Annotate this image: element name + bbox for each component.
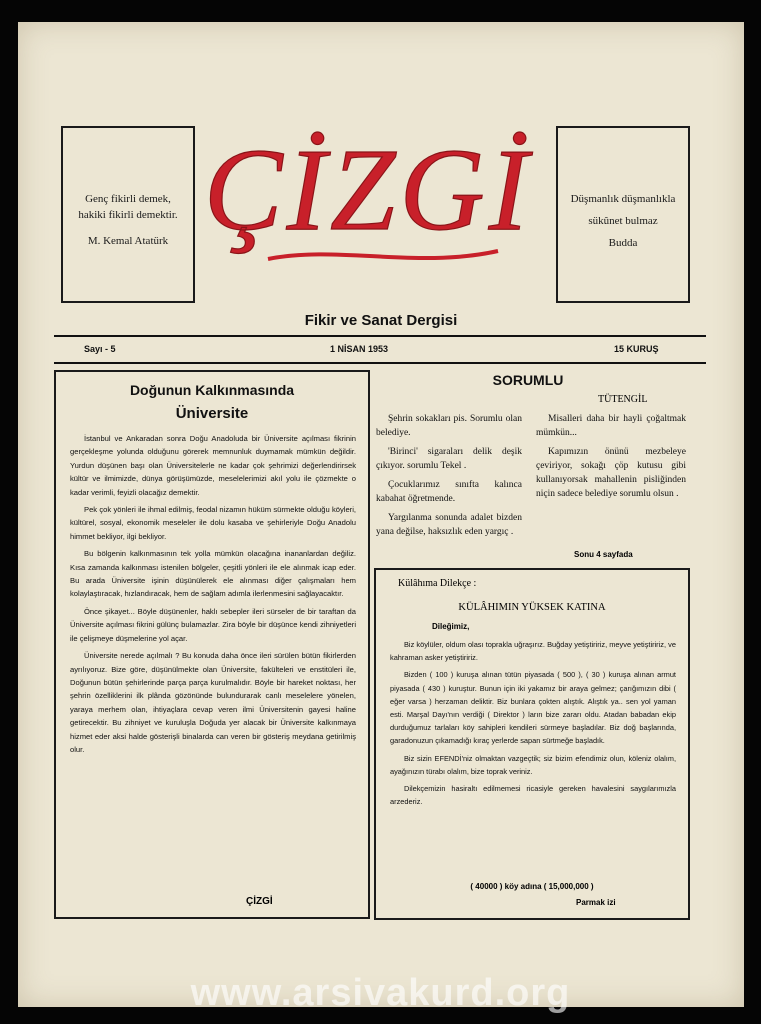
cizgi-logo [198, 117, 538, 277]
quote-right-text [558, 188, 688, 254]
main-article-title-2: Üniversite [175, 405, 249, 422]
sorumlu-right-column [536, 412, 686, 506]
main-paragraph: Önce şikayet... Böyle düşünenler, haklı sebepler ileri sürseler de bir taraftan da Üniversite açılması fikrini gülünç bulamazlar. Zira böyle bir düşünce kendi zihniyetleri ile çelişmeye düşmelerine yol açar. [70, 606, 356, 643]
main-paragraph: Bu bölgenin kalkınmasının tek yolla mümkün olacağına inananlardan değiliz. Kısa zamanda kalkınması istenilen bölgeler, çeşitli yönleri ile ele alınmak icap eder. Bu arada Üniversite işinin düşünülerek ele alınması diğer çalışmaları hem kolaylaştıracak, hızlandıracak, hem de sağlam adımla ilerlenmesini sağlayacaktır. [70, 549, 356, 599]
sorumlu-continued: Sonu 4 sayfada [574, 550, 633, 559]
issue-number: Sayı - 5 [84, 344, 116, 354]
main-article-box [54, 370, 370, 919]
issue-date: 1 NİSAN 1953 [330, 344, 389, 354]
quote-right-line1: Düşmanlık düşmanlıkla [570, 193, 676, 205]
dilekce-paragraph: Biz sizin EFENDİ'niz olmaktan vazgeçtik; siz bizim efendimiz olun, köleniz olalım, ayağınızın türabı olalım, bize toprak veriniz. [390, 753, 676, 776]
dilekce-salutation: Dileğimiz, [432, 622, 470, 631]
quote-box-right [556, 126, 690, 303]
newspaper-page [18, 22, 744, 1007]
sorumlu-title: SORUMLU [492, 372, 564, 388]
rule-top [54, 335, 706, 337]
main-article-body [70, 432, 356, 760]
archive-watermark: www.arsivakurd.org [190, 972, 571, 1014]
quote-right-line2: sükûnet bulmaz [588, 215, 658, 227]
sorumlu-author: TÜTENGİL [598, 394, 648, 405]
sorumlu-paragraph: Şehrin sokakları pis. Sorumlu olan belediye. [376, 414, 522, 438]
quote-left-author: M. Kemal Atatürk [87, 235, 169, 247]
dilekce-paragraph: Dilekçemizin hasiraltı edilmemesi ricasiyle gereken havalesini saygılarımızla arzederiz. [390, 784, 676, 807]
sorumlu-paragraph: Çocuklarımız sınıfta kalınca kabahat öğretmende. [376, 480, 522, 504]
sorumlu-left-column [376, 412, 522, 544]
rule-bottom [54, 362, 706, 364]
sorumlu-paragraph: Misalleri daha bir hayli çoğaltmak mümkün... [536, 414, 686, 438]
logo-text: ÇİZGİ [203, 124, 533, 255]
quote-right-author: Budda [608, 237, 638, 249]
main-paragraph: Pek çok yönleri ile ihmal edilmiş, feodal nizamın hüküm sürmekte olduğu köyleri, kültürel, sosyal, ekonomik meseleler ile dolu kasaba ve şehirleriyle Doğu Anadolu himmet bekliyor, ilgi bekliyor. [70, 505, 356, 541]
dilekce-closing: ( 40000 ) köy adına ( 15,000,000 ) [470, 882, 594, 891]
dilekce-box [374, 568, 690, 920]
dilekce-sign: Parmak izi [576, 898, 616, 907]
dilekce-body [390, 638, 676, 812]
sorumlu-paragraph: 'Birinci' sigaraları delik deşik çıkıyor. sorumlu Tekel . [376, 447, 522, 471]
dilekce-paragraph: Biz köylüler, oldum olası toprakla uğraşırız. Buğday yetiştiririz, meyve yetiştiririz, ve kahraman asker yetiştiririz. [390, 640, 676, 663]
sorumlu-paragraph: Yargılanma sonunda adalet bizden yana değilse, haksızlık eden yargıç . [376, 513, 522, 537]
quote-left-line2: hakiki fikirli demektir. [78, 209, 178, 221]
dilekce-paragraph: Bizden ( 100 ) kuruşa alınan tütün piyasada ( 500 ), ( 30 ) kuruşa alınan armut piyasada ( 430 ) kuruştur. Bunun için iki yakamız bir araya gelmez; çarığımızın dibi ( eğer varsa ) herzaman deliktir. Biz bunlara çokten alıştık. Alıştık ya.. sen yol yaman esti. Marşal Dayı'nın verdiği ( Direktor ) ların bize zararı oldu. Atadan babadan ekip durduğumuz tarlaları köy sahipleri kendileri sürmeye başladılar. Biz doğ başlarında, garadonuzun çıkamadığı kıraç yerlerde sapan sürtmeğe başladık. [390, 670, 676, 746]
sorumlu-paragraph: Kapımızın önünü mezbeleye çeviriyor, sokağı çöp kutusu gibi kullanıyorsak mahallenin pisliğinden niçin sadece belediye sorumlu olsun . [536, 447, 686, 499]
quote-left-text [63, 188, 193, 252]
magazine-subtitle: Fikir ve Sanat Dergisi [304, 312, 458, 329]
main-article-signature: ÇİZGİ [246, 896, 273, 907]
dilekce-title: KÜLÂHIMIN YÜKSEK KATINA [458, 602, 606, 613]
issue-price: 15 KURUŞ [614, 344, 659, 354]
main-paragraph: İstanbul ve Ankaradan sonra Doğu Anadoluda bir Üniversite açılması fikrinin gerçekleşme yolunda olduğunu görerek memnunluk duymamak mümkün değildir. Yurdun düşünen başı olan Üniversitelerle ne kadar çok şehrimizi değerlendirirsek kültür ve ilmimizde, dünya görüşümüzde, meselelerimizi akıl yolu ile çözmekte o kadar verimli, feyizli olacağız demektir. [70, 434, 356, 497]
dilekce-heading: Külâhıma Dilekçe : [398, 578, 477, 589]
quote-left-line1: Genç fikirli demek, [85, 193, 171, 205]
quote-box-left [61, 126, 195, 303]
main-paragraph: Üniversite nerede açılmalı ? Bu konuda daha önce ileri sürülen bütün fikirlerden ayrılıyoruz. Bize göre, düşünülmekte olan Üniversite, fakülteleri ve enstitüleri ile, Doğunun bütün şehirlerinde parça parça kurulmalıdır. Böyle bir hareket noktası, her şehrin özelliklerini ilk plânda gözönünde bulundurarak canlı meselelere yönelen, yaraya merhem olan, ihtiyaçlara cevap veren ilmi Üniversitenin gayesi haline getirecektir. Bu zihniyet ve kuruluşla Doğuda yer alacak bir Üniversite kalkınmaya hizmet eder aksi halde gösterişli binalarda can veren bir gösteriş meydana getirilmiş olur. [70, 651, 356, 754]
main-article-title-1: Doğunun Kalkınmasında [129, 382, 295, 398]
